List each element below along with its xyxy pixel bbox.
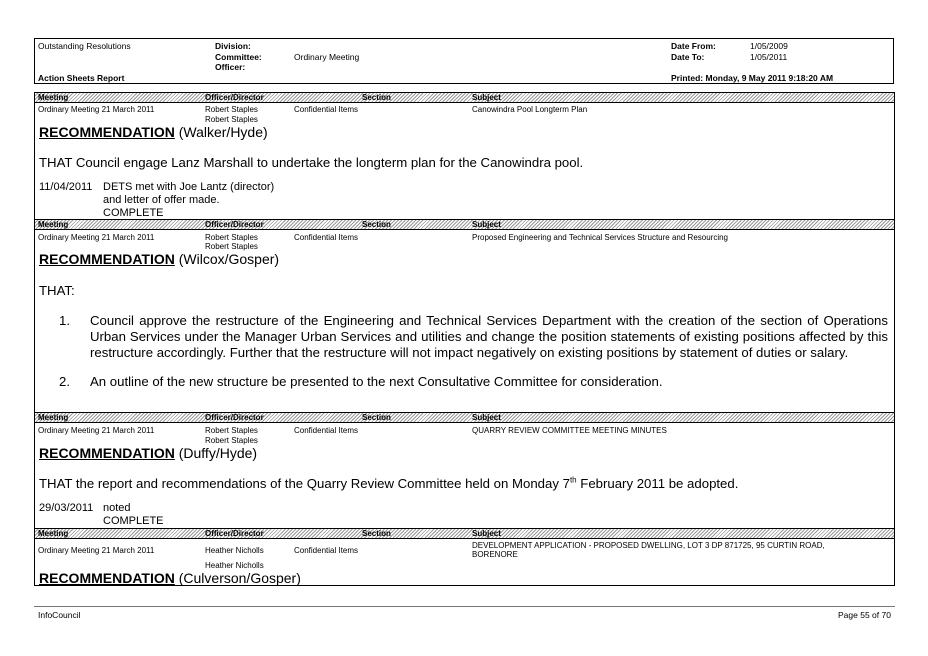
entry-subject: DEVELOPMENT APPLICATION - PROPOSED DWELLING, LOT 3 DP 871725, 95 CURTIN ROAD, xyxy=(472,541,825,550)
col-subject: Subject xyxy=(472,93,501,102)
action-note: noted xyxy=(103,502,131,514)
entry-section: Confidential Items xyxy=(294,233,359,242)
resolution-text xyxy=(39,476,738,492)
column-header-bar xyxy=(35,93,894,102)
entry-officer: Robert Staples xyxy=(205,233,258,242)
recommendation-movers: (Culverson/Gosper) xyxy=(178,570,301,586)
recommendation-heading xyxy=(39,445,257,461)
resolution-part: February 2011 be adopted. xyxy=(576,476,739,491)
entry-officer: Robert Staples xyxy=(205,426,258,435)
recommendation-movers: (Duffy/Hyde) xyxy=(178,445,258,461)
report-module: Outstanding Resolutions xyxy=(38,41,131,51)
col-officer: Officer/Director xyxy=(205,529,264,538)
recommendation-movers: (Wilcox/Gosper) xyxy=(178,251,280,267)
entry-subject: Proposed Engineering and Technical Services Structure and Resourcing xyxy=(472,233,729,242)
row-rule xyxy=(34,538,895,539)
col-officer: Officer/Director xyxy=(205,413,264,422)
resolution-item: An outline of the new structure be presented to the next Consultative Committee for consideration. xyxy=(90,374,663,389)
entry-director: Robert Staples xyxy=(205,115,258,124)
footer-left: InfoCouncil xyxy=(38,610,81,620)
date-from-label: Date From: xyxy=(671,41,716,51)
date-to-label: Date To: xyxy=(671,52,705,62)
col-meeting: Meeting xyxy=(38,529,69,538)
resolution-item: Council approve the restructure of the Engineering and Technical Services Department with the creation of the section of Operations Urban Services under the Manager Urban Services and utilities and change the position statements of existing positions affected by this restructure accordingly. Further that the restructure will not impact negatively on existing positions by statement of duties or salary. xyxy=(90,313,888,360)
col-section: Section xyxy=(362,413,391,422)
entry-director: Heather Nicholls xyxy=(205,561,264,570)
entry-officer: Heather Nicholls xyxy=(205,546,264,555)
entry-section: Confidential Items xyxy=(294,426,359,435)
col-subject: Subject xyxy=(472,413,501,422)
entry-director: Robert Staples xyxy=(205,242,258,251)
col-subject: Subject xyxy=(472,220,501,229)
date-to-value: 1/05/2011 xyxy=(750,52,788,62)
col-meeting: Meeting xyxy=(38,413,69,422)
col-officer: Officer/Director xyxy=(205,93,264,102)
item-number: 1. xyxy=(59,313,70,328)
division-label: Division: xyxy=(215,41,251,51)
col-section: Section xyxy=(362,529,391,538)
entry-section: Confidential Items xyxy=(294,105,359,114)
recommendation-heading xyxy=(39,570,301,586)
printed-label: Printed: xyxy=(671,73,704,83)
resolution-that: THAT: xyxy=(39,283,75,298)
col-meeting: Meeting xyxy=(38,93,69,102)
col-subject: Subject xyxy=(472,529,501,538)
entry-meeting: Ordinary Meeting 21 March 2011 xyxy=(38,426,155,435)
recommendation-heading xyxy=(39,251,279,267)
entry-officer: Robert Staples xyxy=(205,105,258,114)
recommendation-label: RECOMMENDATION xyxy=(39,251,175,267)
recommendation-label: RECOMMENDATION xyxy=(39,445,175,461)
printed-info xyxy=(671,73,833,83)
entry-section: Confidential Items xyxy=(294,546,359,555)
date-from-value: 1/05/2009 xyxy=(750,41,788,51)
action-date: 29/03/2011 xyxy=(39,502,94,514)
committee-label: Committee: xyxy=(215,52,262,62)
row-rule xyxy=(34,229,895,230)
column-header-bar xyxy=(35,220,894,229)
entry-meeting: Ordinary Meeting 21 March 2011 xyxy=(38,105,155,114)
entry-subject: QUARRY REVIEW COMMITTEE MEETING MINUTES xyxy=(472,426,667,435)
frame-right xyxy=(894,92,895,585)
resolution-part: THAT the report and recommendations of the Quarry Review Committee held on Monday 7 xyxy=(39,476,570,491)
recommendation-movers: (Walker/Hyde) xyxy=(178,124,268,140)
footer-rule xyxy=(34,606,895,607)
item-number: 2. xyxy=(59,374,70,389)
col-section: Section xyxy=(362,93,391,102)
recommendation-heading xyxy=(39,124,268,140)
column-header-bar xyxy=(35,529,894,538)
column-header-bar xyxy=(35,413,894,422)
page-number: Page 55 of 70 xyxy=(838,610,891,620)
officer-label: Officer: xyxy=(215,62,246,72)
printed-value: Monday, 9 May 2011 9:18:20 AM xyxy=(705,73,834,83)
entry-director: Robert Staples xyxy=(205,436,258,445)
entry-meeting: Ordinary Meeting 21 March 2011 xyxy=(38,233,155,242)
report-title: Action Sheets Report xyxy=(38,73,125,83)
entry-subject: Canowindra Pool Longterm Plan xyxy=(472,105,588,114)
row-rule xyxy=(34,422,895,423)
recommendation-label: RECOMMENDATION xyxy=(39,124,175,140)
entry-meeting: Ordinary Meeting 21 March 2011 xyxy=(38,546,155,555)
frame-left xyxy=(34,92,35,585)
action-note: and letter of offer made. xyxy=(103,194,220,206)
action-note: DETS met with Joe Lantz (director) xyxy=(103,181,275,193)
action-status: COMPLETE xyxy=(103,515,164,527)
entry-subject: BORENORE xyxy=(472,550,518,559)
committee-value: Ordinary Meeting xyxy=(294,52,360,62)
col-officer: Officer/Director xyxy=(205,220,264,229)
action-status: COMPLETE xyxy=(103,207,164,219)
recommendation-label: RECOMMENDATION xyxy=(39,570,175,586)
col-meeting: Meeting xyxy=(38,220,69,229)
row-rule xyxy=(34,102,895,103)
col-section: Section xyxy=(362,220,391,229)
ordinal-suffix: th xyxy=(569,475,577,485)
action-date: 11/04/2011 xyxy=(39,181,93,193)
resolution-text: THAT Council engage Lanz Marshall to undertake the longterm plan for the Canowindra pool. xyxy=(39,155,584,170)
